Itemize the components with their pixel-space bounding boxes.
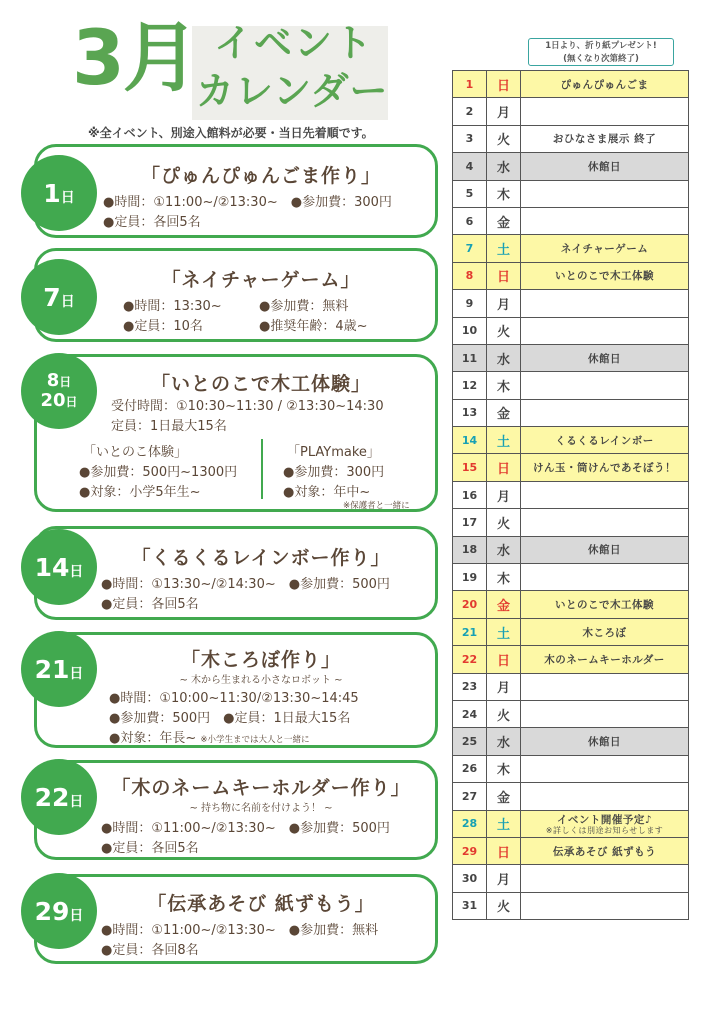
event-detail [109, 727, 310, 746]
day-number-text: 15 [461, 461, 478, 475]
weekday-text: 日 [496, 462, 510, 478]
page-title-line2: カレンダー [196, 69, 389, 113]
weekday [487, 700, 521, 727]
day-number-text: 7 [465, 242, 474, 256]
day-number [453, 783, 487, 810]
weekday-text: 木 [496, 571, 510, 587]
weekday-text: 日 [496, 78, 510, 94]
event-detail: ●時間：①11:00~/②13:30~ ●参加費：500円 [101, 821, 390, 836]
day-event [521, 454, 689, 481]
day-number [453, 700, 487, 727]
event-detail: 定員：1日最大15名 [111, 419, 227, 434]
calendar-row [453, 344, 689, 371]
weekday-text: 土 [496, 434, 510, 450]
weekday-text: 水 [496, 160, 510, 176]
sub-event-heading: 「PLAYmake」 [287, 445, 380, 460]
weekday [487, 673, 521, 700]
event-detail: ●時間：①11:00~/②13:30~ ●参加費：300円 [103, 195, 392, 210]
day-number-text: 31 [461, 899, 478, 913]
calendar-row [453, 783, 689, 810]
day-number [453, 481, 487, 508]
day-number [453, 509, 487, 536]
date-badge: 14日 [21, 529, 97, 605]
day-number [453, 536, 487, 563]
event-card-14 [34, 526, 438, 620]
day-number-text: 20 [461, 598, 478, 612]
event-card-8-20 [34, 354, 438, 512]
weekday-text: 火 [496, 900, 510, 916]
day-number-text: 13 [461, 406, 478, 420]
calendar-row [453, 235, 689, 262]
day-event-text: 休館日 [588, 352, 621, 365]
weekday-text: 日 [496, 653, 510, 669]
weekday-text: 月 [496, 489, 510, 505]
date-badge: 22日 [21, 759, 97, 835]
calendar-row [453, 180, 689, 207]
weekday-text: 月 [496, 681, 510, 697]
day-number-text: 9 [465, 296, 474, 310]
calendar-row [453, 481, 689, 508]
day-event-note: ※詳しくは別途お知らせします [545, 826, 664, 836]
day-number [453, 180, 487, 207]
weekday [487, 892, 521, 919]
day-event-text: いとのこで木工体験 [555, 270, 654, 283]
day-number-text: 25 [461, 735, 478, 749]
calendar-row [453, 317, 689, 344]
day-number [453, 673, 487, 700]
day-event-text: 伝承あそび 紙ずもう [552, 845, 657, 858]
calendar-row [453, 454, 689, 481]
event-detail: ●定員：各回5名 [101, 841, 199, 856]
weekday-text: 月 [496, 106, 510, 122]
weekday [487, 290, 521, 317]
note-line-1: 1日より、折り紙プレゼント! [545, 41, 657, 51]
weekday-text: 水 [496, 736, 510, 752]
day-number-text: 6 [465, 214, 474, 228]
day-event [521, 180, 689, 207]
guardian-note: ※保護者と一緒に [343, 501, 410, 511]
weekday [487, 509, 521, 536]
day-number [453, 235, 487, 262]
day-event [521, 783, 689, 810]
day-event-text: イベント開催予定♪ [556, 814, 653, 827]
calendar-row [453, 153, 689, 180]
calendar-row [453, 262, 689, 289]
day-event [521, 755, 689, 782]
weekday-text: 金 [496, 790, 510, 806]
event-detail-text: ●対象：年長~ [109, 731, 197, 746]
event-detail: ●参加費：無料 [259, 299, 349, 314]
day-event [521, 509, 689, 536]
day-event [521, 591, 689, 618]
weekday [487, 427, 521, 454]
weekday [487, 98, 521, 125]
calendar-row [453, 207, 689, 234]
day-number [453, 372, 487, 399]
weekday-text: 火 [496, 133, 510, 149]
weekday [487, 180, 521, 207]
day-event [521, 673, 689, 700]
weekday-text: 水 [496, 352, 510, 368]
day-number-text: 16 [461, 488, 478, 502]
day-number-text: 11 [461, 351, 478, 365]
date-badge: 7日 [21, 259, 97, 335]
weekday-text: 金 [496, 215, 510, 231]
event-detail: ●対象：小学5年生~ [79, 485, 201, 500]
date-badge: 8日 20日 [21, 353, 97, 429]
weekday [487, 646, 521, 673]
day-event [521, 427, 689, 454]
day-event-text: くるくるレインボー [555, 434, 654, 447]
column-divider [261, 439, 263, 499]
event-detail: ●時間：①13:30~/②14:30~ ●参加費：500円 [101, 577, 390, 592]
day-number-text: 5 [465, 187, 474, 201]
calendar-row [453, 399, 689, 426]
weekday [487, 481, 521, 508]
day-number-text: 3 [465, 132, 474, 146]
day-event [521, 207, 689, 234]
day-event [521, 481, 689, 508]
weekday [487, 783, 521, 810]
day-event [521, 71, 689, 98]
weekday-text: 木 [496, 379, 510, 395]
calendar-row [453, 290, 689, 317]
weekday [487, 618, 521, 645]
day-number [453, 262, 487, 289]
event-subtitle: ~ 木から生まれる小さなロボット ~ [179, 675, 343, 686]
day-event-text: 休館日 [588, 736, 621, 749]
event-title: 「木ころぼ作り」 [180, 649, 341, 671]
day-number [453, 591, 487, 618]
day-number [453, 646, 487, 673]
weekday [487, 71, 521, 98]
day-event [521, 618, 689, 645]
day-event [521, 646, 689, 673]
day-event [521, 399, 689, 426]
day-event [521, 344, 689, 371]
event-detail: ●時間：①10:00~11:30/②13:30~14:45 [109, 691, 359, 706]
day-event [521, 125, 689, 152]
day-number-text: 14 [461, 433, 478, 447]
day-number [453, 399, 487, 426]
day-number-text: 24 [461, 707, 478, 721]
calendar-row [453, 892, 689, 919]
weekday [487, 837, 521, 864]
day-event [521, 892, 689, 919]
day-number [453, 207, 487, 234]
weekday [487, 344, 521, 371]
event-detail: ●定員：各回5名 [103, 215, 201, 230]
event-title: 「ぴゅんぴゅんごま作り」 [140, 165, 381, 187]
day-number [453, 728, 487, 755]
calendar-row [453, 700, 689, 727]
date-badge: 1日 [21, 155, 97, 231]
weekday [487, 153, 521, 180]
weekday [487, 262, 521, 289]
day-event-text: 木のネームキーホルダー [544, 653, 665, 666]
day-number-text: 26 [461, 762, 478, 776]
event-detail: ●定員：各回5名 [101, 597, 199, 612]
event-detail: ●時間：13:30~ [123, 299, 222, 314]
event-card-1 [34, 144, 438, 238]
day-event-text: 木ころぼ [582, 626, 627, 639]
day-number [453, 892, 487, 919]
weekday-text: 金 [496, 407, 510, 423]
day-event [521, 153, 689, 180]
date-badge: 21日 [21, 631, 97, 707]
day-number-text: 27 [461, 789, 478, 803]
weekday-text: 土 [496, 626, 510, 642]
day-number-text: 1 [465, 77, 474, 91]
calendar-row [453, 427, 689, 454]
weekday [487, 755, 521, 782]
day-event [521, 700, 689, 727]
event-subtitle: ~ 持ち物に名前を付けよう！ ~ [189, 803, 333, 814]
month-label: 3月 [72, 13, 197, 102]
day-number-text: 18 [461, 543, 478, 557]
day-number-text: 21 [461, 625, 478, 639]
day-number-text: 28 [461, 817, 478, 831]
day-event-text: けん玉・筒けんであそぼう！ [533, 462, 676, 475]
calendar-row [453, 755, 689, 782]
calendar-row [453, 728, 689, 755]
day-number-text: 10 [461, 324, 478, 338]
event-card-29 [34, 874, 438, 964]
calendar-row [453, 125, 689, 152]
page-title-line1: イベント [214, 21, 375, 65]
day-number-text: 4 [465, 159, 474, 173]
day-event [521, 728, 689, 755]
weekday [487, 865, 521, 892]
calendar-row [453, 837, 689, 864]
day-event-text: 休館日 [588, 160, 621, 173]
date-badge: 29日 [21, 873, 97, 949]
day-event [521, 317, 689, 344]
day-number-text: 30 [461, 872, 478, 886]
day-number [453, 290, 487, 317]
sub-event-heading: 「いとのこ体験」 [83, 445, 188, 460]
day-event-text: おひなさま展示 終了 [552, 133, 657, 146]
weekday-text: 土 [496, 818, 510, 834]
day-number [453, 317, 487, 344]
day-number [453, 98, 487, 125]
calendar-row [453, 810, 689, 837]
calendar-row [453, 673, 689, 700]
day-event-text: ネイチャーゲーム [560, 243, 649, 256]
day-event [521, 235, 689, 262]
day-number-text: 19 [461, 570, 478, 584]
weekday [487, 728, 521, 755]
weekday-text: 日 [496, 845, 510, 861]
calendar-table [452, 70, 689, 920]
day-number [453, 865, 487, 892]
event-title: 「くるくるレインボー作り」 [131, 547, 391, 569]
weekday [487, 399, 521, 426]
day-number [453, 837, 487, 864]
day-number-text: 2 [465, 105, 474, 119]
event-title: 「ネイチャーゲーム」 [161, 269, 361, 291]
weekday [487, 317, 521, 344]
weekday-text: 月 [496, 297, 510, 313]
event-note: ※小学生までは大人と一緒に [200, 735, 310, 745]
day-event [521, 564, 689, 591]
weekday-text: 火 [496, 325, 510, 341]
calendar-row [453, 71, 689, 98]
event-detail: ●定員：各回8名 [101, 943, 199, 958]
day-number [453, 755, 487, 782]
day-event [521, 290, 689, 317]
event-detail: ●参加費：500円 ●定員：1日最大15名 [109, 711, 351, 726]
weekday [487, 125, 521, 152]
weekday [487, 591, 521, 618]
calendar-row [453, 509, 689, 536]
event-title: 「木のネームキーホルダー作り」 [111, 777, 411, 799]
day-number [453, 564, 487, 591]
day-number [453, 125, 487, 152]
weekday-text: 木 [496, 188, 510, 204]
weekday-text: 月 [496, 873, 510, 889]
event-detail: 受付時間：①10:30~11:30 / ②13:30~14:30 [111, 399, 384, 414]
day-number-text: 12 [461, 378, 478, 392]
event-card-21 [34, 632, 438, 748]
weekday [487, 207, 521, 234]
event-title: 「伝承あそび 紙ずもう」 [147, 893, 375, 915]
weekday-text: 水 [496, 544, 510, 560]
event-detail: ●参加費：500円~1300円 [79, 465, 238, 480]
weekday-text: 金 [496, 599, 510, 615]
day-event [521, 865, 689, 892]
day-event [521, 837, 689, 864]
day-number-text: 17 [461, 515, 478, 529]
day-event-text: 休館日 [588, 544, 621, 557]
weekday [487, 536, 521, 563]
day-event [521, 262, 689, 289]
note-line-2: (無くなり次第終了) [563, 54, 639, 64]
origami-present-note [524, 36, 680, 70]
day-number-text: 22 [461, 652, 478, 666]
day-number [453, 71, 487, 98]
event-detail: ●時間：①11:00~/②13:30~ ●参加費：無料 [101, 923, 379, 938]
calendar-row [453, 98, 689, 125]
day-number [453, 344, 487, 371]
event-detail: ●推奨年齢：4歳~ [259, 319, 368, 334]
weekday [487, 235, 521, 262]
day-number [453, 454, 487, 481]
event-detail: ●参加費：300円 [283, 465, 385, 480]
day-event [521, 810, 689, 837]
day-number [453, 810, 487, 837]
day-event [521, 536, 689, 563]
event-title: 「いとのこで木工体験」 [150, 373, 371, 395]
day-number [453, 618, 487, 645]
calendar-row [453, 536, 689, 563]
day-event-text: ぴゅんぴゅんごま [560, 78, 649, 91]
weekday-text: 火 [496, 516, 510, 532]
day-event [521, 98, 689, 125]
calendar-row [453, 372, 689, 399]
calendar-row [453, 591, 689, 618]
calendar-row [453, 564, 689, 591]
event-detail: ●定員：10名 [123, 319, 203, 334]
day-number [453, 153, 487, 180]
admission-notice: ※全イベント、別途入館料が必要・当日先着順です。 [88, 126, 374, 140]
day-event [521, 372, 689, 399]
day-number-text: 23 [461, 680, 478, 694]
event-detail: ●対象：年中~ [283, 485, 371, 500]
calendar-row [453, 618, 689, 645]
weekday-text: 土 [496, 243, 510, 259]
day-number [453, 427, 487, 454]
weekday-text: 日 [496, 270, 510, 286]
event-card-7 [34, 248, 438, 342]
weekday [487, 372, 521, 399]
weekday-text: 木 [496, 763, 510, 779]
day-number-text: 8 [465, 269, 474, 283]
calendar-row [453, 865, 689, 892]
weekday [487, 564, 521, 591]
weekday [487, 454, 521, 481]
day-event-text: いとのこで木工体験 [555, 599, 654, 612]
calendar-row [453, 646, 689, 673]
day-number-text: 29 [461, 844, 478, 858]
weekday [487, 810, 521, 837]
weekday-text: 火 [496, 708, 510, 724]
event-card-22 [34, 760, 438, 860]
